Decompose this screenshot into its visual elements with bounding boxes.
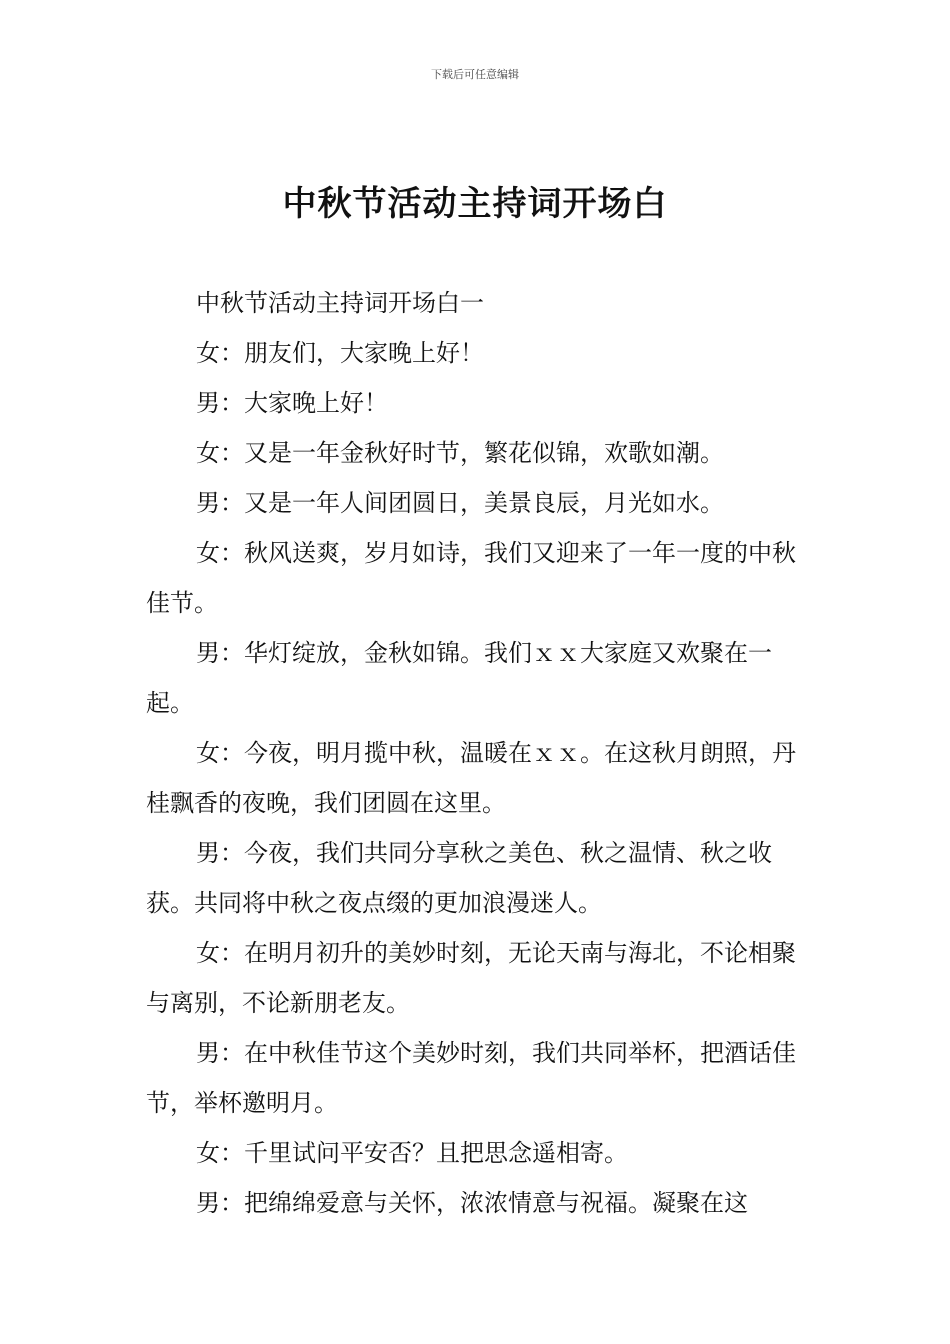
paragraph: 女：又是一年金秋好时节，繁花似锦，欢歌如潮。	[196, 439, 724, 467]
paragraph: 女：在明月初升的美妙时刻，无论天南与海北，不论相聚与离别，不论新朋老友。	[146, 939, 796, 1017]
document-body	[146, 278, 818, 1228]
paragraph: 女：朋友们，大家晚上好！	[196, 339, 484, 367]
paragraph: 男：又是一年人间团圆日，美景良辰，月光如水。	[196, 489, 724, 517]
paragraph: 男：大家晚上好！	[196, 389, 388, 417]
paragraph: 男：华灯绽放，金秋如锦。我们ｘｘ大家庭又欢聚在一起。	[146, 639, 772, 717]
paragraph: 男：在中秋佳节这个美妙时刻，我们共同举杯，把酒话佳节，举杯邀明月。	[146, 1039, 796, 1117]
paragraph: 男：把绵绵爱意与关怀，浓浓情意与祝福。凝聚在这	[196, 1189, 748, 1217]
paragraph: 男：今夜，我们共同分享秋之美色、秋之温情、秋之收获。共同将中秋之夜点缀的更加浪漫迷人。	[146, 839, 772, 917]
paragraph: 中秋节活动主持词开场白一	[196, 289, 484, 317]
header-note: 下载后可任意编辑	[431, 68, 519, 81]
paragraph: 女：秋风送爽，岁月如诗，我们又迎来了一年一度的中秋佳节。	[146, 539, 796, 617]
paragraph: 女：千里试问平安否？且把思念遥相寄。	[196, 1139, 628, 1167]
document-title: 中秋节活动主持词开场白	[282, 184, 668, 224]
paragraph: 女：今夜，明月揽中秋，温暖在ｘｘ。在这秋月朗照，丹桂飘香的夜晚，我们团圆在这里。	[146, 739, 796, 817]
